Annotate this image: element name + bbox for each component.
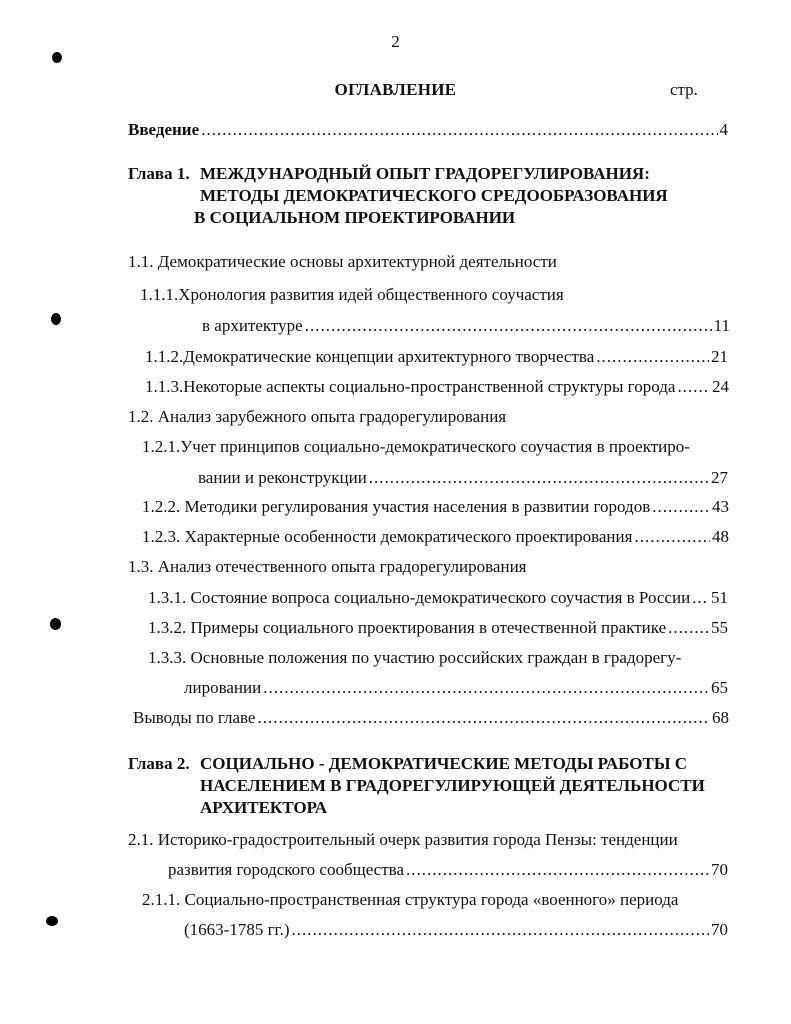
page-column-label: стр. xyxy=(670,80,698,99)
toc-entry-1-1-3[interactable] xyxy=(145,375,729,399)
toc-entry-label: (1663-1785 гг.) xyxy=(184,920,290,939)
toc-entry-label: Выводы по главе xyxy=(133,708,256,727)
toc-entry-2-1-1-continued[interactable] xyxy=(184,918,728,942)
toc-entry-1-1-1[interactable]: 1.1.1.Хронология развития идей общественного соучастия xyxy=(140,285,564,304)
binding-hole-mark xyxy=(51,313,61,325)
toc-entry-page: 70 xyxy=(711,860,728,879)
toc-title: ОГЛАВЛЕНИЕ xyxy=(334,80,457,99)
toc-entry-2-1[interactable]: 2.1. Историко-градостроительный очерк развития города Пензы: тенденции xyxy=(128,830,678,849)
toc-entry-page: 43 xyxy=(712,497,729,516)
toc-entry-page: 65 xyxy=(711,678,728,697)
toc-entry-label: 1.2.2. Методики регулирования участия населения в развитии городов xyxy=(142,497,651,516)
binding-hole-mark xyxy=(50,618,61,630)
toc-entry-1-3-1[interactable] xyxy=(148,586,728,610)
toc-entry-1-3-3[interactable]: 1.3.3. Основные положения по участию российских граждан в градорегу- xyxy=(148,648,682,667)
chapter-title-line: В СОЦИАЛЬНОМ ПРОЕКТИРОВАНИИ xyxy=(194,208,516,227)
toc-entry-label: 1.3.2. Примеры социального проектирования в отечественной практике xyxy=(148,618,667,637)
toc-entry-1-2-1-continued[interactable] xyxy=(198,466,728,490)
toc-entry-1-2-3[interactable] xyxy=(142,525,729,549)
chapter-title-line: НАСЕЛЕНИЕМ В ГРАДОРЕГУЛИРУЮЩЕЙ ДЕЯТЕЛЬНОСТИ xyxy=(200,776,705,795)
chapter-title-line: МЕТОДЫ ДЕМОКРАТИЧЕСКОГО СРЕДООБРАЗОВАНИЯ xyxy=(200,186,668,205)
chapter-label: Глава 2. xyxy=(128,754,190,773)
toc-entry-label: развития городского сообщества xyxy=(168,860,405,879)
page-number: 2 xyxy=(391,32,400,51)
toc-entry-page: 21 xyxy=(711,347,728,366)
toc-entry-label: лировании xyxy=(184,678,262,697)
toc-entry-1-2[interactable]: 1.2. Анализ зарубежного опыта градорегулирования xyxy=(128,407,507,426)
toc-entry-page: 24 xyxy=(712,377,729,396)
toc-entry-1-3[interactable]: 1.3. Анализ отечественного опыта градорегулирования xyxy=(128,557,527,576)
toc-entry-intro[interactable] xyxy=(128,118,728,142)
chapter-label: Глава 1. xyxy=(128,164,190,183)
toc-entry-1-1[interactable]: 1.1. Демократические основы архитектурной деятельности xyxy=(128,252,557,271)
toc-entry-1-3-2[interactable] xyxy=(148,616,728,640)
toc-entry-1-1-2[interactable] xyxy=(145,345,728,369)
toc-entry-label: 1.1.3.Некоторые аспекты социально-пространственной структуры города xyxy=(145,377,676,396)
chapter-title-line: СОЦИАЛЬНО - ДЕМОКРАТИЧЕСКИЕ МЕТОДЫ РАБОТЫ С xyxy=(200,754,688,773)
chapter-title-line: МЕЖДУНАРОДНЫЙ ОПЫТ ГРАДОРЕГУЛИРОВАНИЯ: xyxy=(200,164,650,183)
toc-entry-1-3-3-continued[interactable] xyxy=(184,676,728,700)
toc-entry-page: 55 xyxy=(711,618,728,637)
binding-hole-mark xyxy=(52,52,62,63)
chapter-title-line: АРХИТЕКТОРА xyxy=(200,798,328,817)
binding-hole-mark xyxy=(46,916,58,926)
toc-entry-label: 1.1.2.Демократические концепции архитектурного творчества xyxy=(145,347,595,366)
toc-entry-page: 11 xyxy=(713,316,730,335)
toc-entry-conclusions[interactable] xyxy=(133,706,729,730)
toc-entry-label: 1.2.3. Характерные особенности демократического проектирования xyxy=(142,527,633,546)
toc-entry-1-2-2[interactable] xyxy=(142,495,729,519)
toc-entry-label: 1.3.1. Состояние вопроса социально-демократического соучастия в России xyxy=(148,588,691,607)
toc-entry-2-1-1[interactable]: 2.1.1. Социально-пространственная структура города «военного» периода xyxy=(142,890,679,909)
toc-entry-page: 68 xyxy=(712,708,729,727)
toc-entry-1-2-1[interactable]: 1.2.1.Учет принципов социально-демократического соучастия в проектиро- xyxy=(142,437,690,456)
toc-entry-label: в архитектуре xyxy=(202,316,303,335)
toc-entry-page: 4 xyxy=(719,120,728,139)
toc-entry-2-1-continued[interactable] xyxy=(168,858,728,882)
toc-entry-page: 48 xyxy=(712,527,729,546)
toc-entry-1-1-1-continued[interactable] xyxy=(202,314,730,338)
toc-entry-page: 51 xyxy=(711,588,728,607)
chapter-2-heading[interactable] xyxy=(128,753,705,819)
toc-entry-page: 70 xyxy=(711,920,728,939)
toc-entry-label: вании и реконструкции xyxy=(198,468,367,487)
chapter-1-heading[interactable] xyxy=(128,163,668,229)
toc-entry-label: Введение xyxy=(128,120,200,139)
toc-entry-page: 27 xyxy=(711,468,728,487)
